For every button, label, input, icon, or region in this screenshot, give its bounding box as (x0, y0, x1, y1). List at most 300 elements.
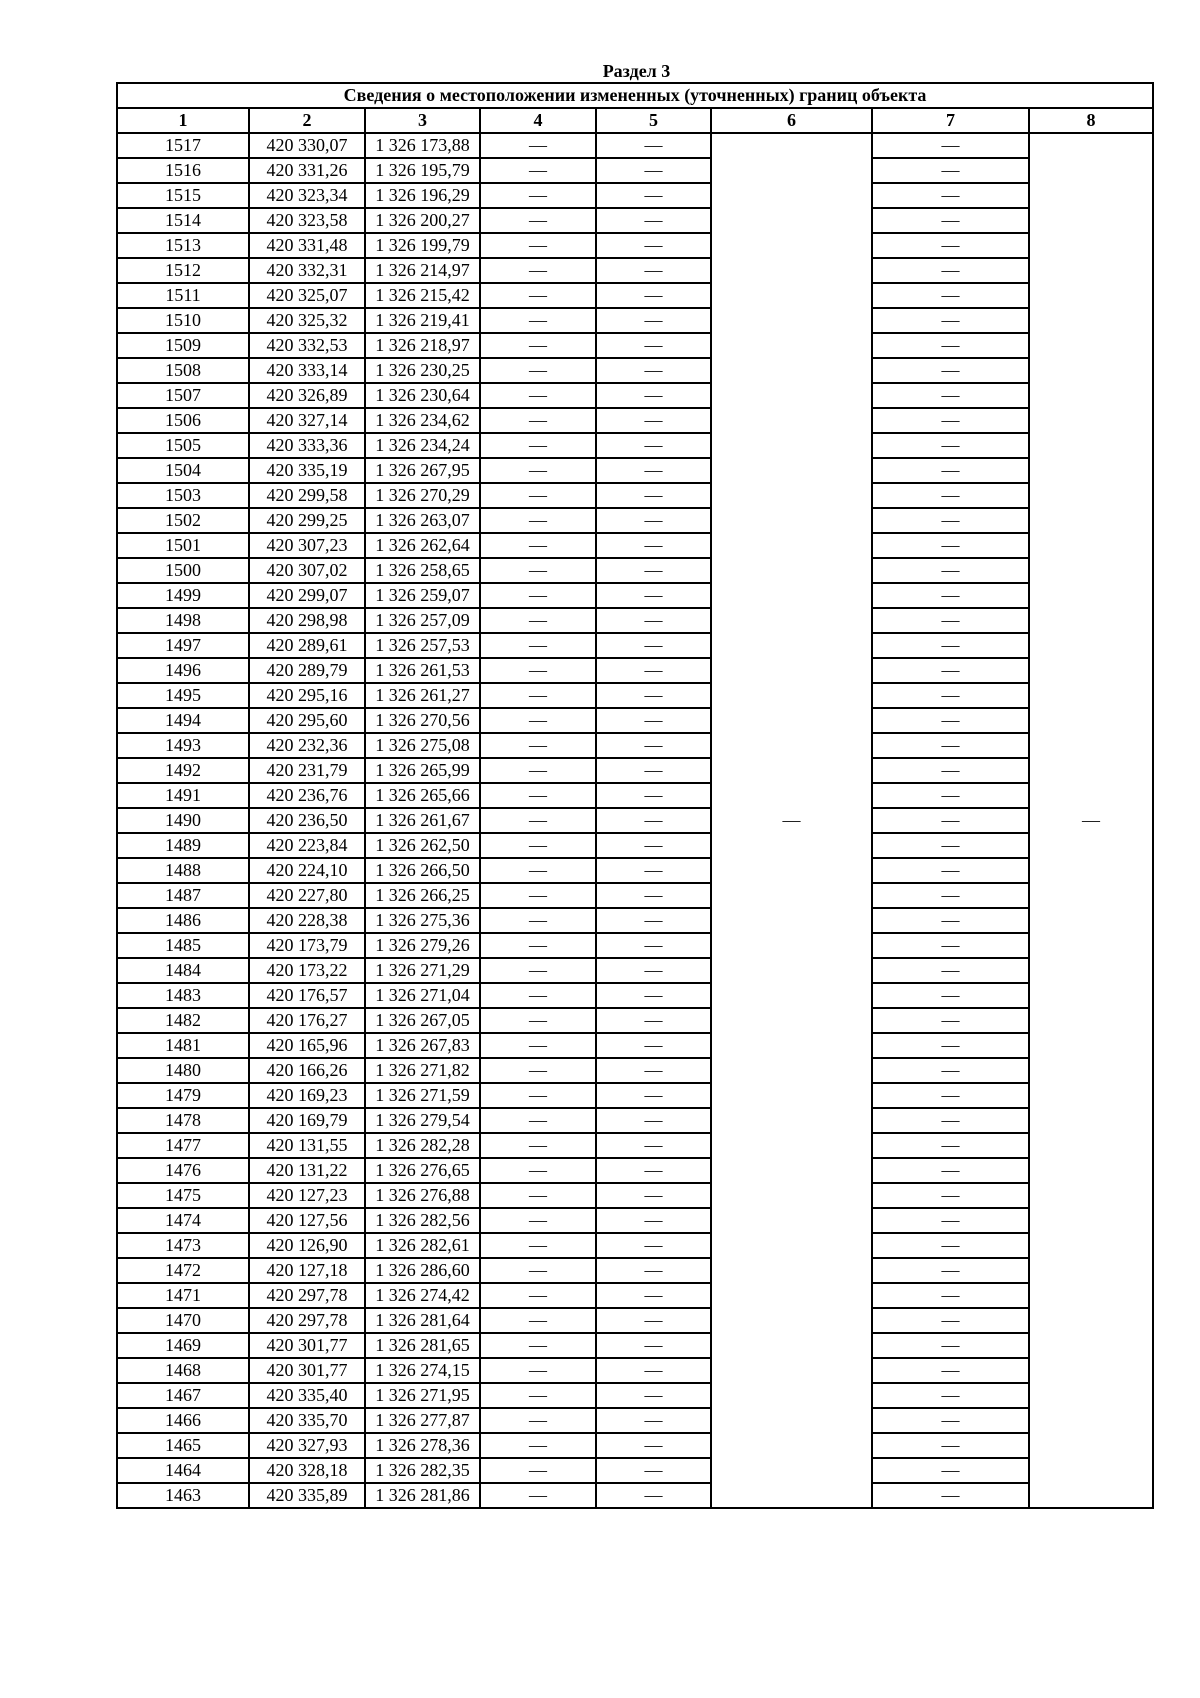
col5-dash-cell: — (596, 408, 711, 433)
col5-dash-cell: — (596, 1408, 711, 1433)
table-row (117, 1483, 1153, 1508)
point-number-cell: 1502 (117, 508, 249, 533)
x-coordinate-cell: 420 227,80 (249, 883, 365, 908)
x-coordinate-cell: 420 326,89 (249, 383, 365, 408)
point-number-cell: 1465 (117, 1433, 249, 1458)
col7-dash-cell: — (872, 633, 1029, 658)
point-number-cell: 1468 (117, 1358, 249, 1383)
col5-dash-cell: — (596, 458, 711, 483)
x-coordinate-cell: 420 333,36 (249, 433, 365, 458)
point-number-cell: 1514 (117, 208, 249, 233)
boundary-coordinates-table (116, 82, 1154, 1509)
x-coordinate-cell: 420 223,84 (249, 833, 365, 858)
table-row (117, 133, 1153, 158)
x-coordinate-cell: 420 331,26 (249, 158, 365, 183)
x-coordinate-cell: 420 299,25 (249, 508, 365, 533)
col5-dash-cell: — (596, 333, 711, 358)
point-number-cell: 1467 (117, 1383, 249, 1408)
col4-dash-cell: — (480, 1308, 596, 1333)
point-number-cell: 1510 (117, 308, 249, 333)
col4-dash-cell: — (480, 1008, 596, 1033)
col7-dash-cell: — (872, 908, 1029, 933)
point-number-cell: 1501 (117, 533, 249, 558)
table-row (117, 483, 1153, 508)
col5-dash-cell: — (596, 158, 711, 183)
col7-dash-cell: — (872, 1308, 1029, 1333)
point-number-cell: 1490 (117, 808, 249, 833)
y-coordinate-cell: 1 326 257,53 (365, 633, 480, 658)
col7-dash-cell: — (872, 1133, 1029, 1158)
point-number-cell: 1515 (117, 183, 249, 208)
point-number-cell: 1481 (117, 1033, 249, 1058)
table-row (117, 1208, 1153, 1233)
table-row (117, 433, 1153, 458)
table-row (117, 1008, 1153, 1033)
col5-dash-cell: — (596, 683, 711, 708)
col5-dash-cell: — (596, 1008, 711, 1033)
x-coordinate-cell: 420 328,18 (249, 1458, 365, 1483)
column-number-3: 3 (365, 108, 480, 133)
col7-dash-cell: — (872, 158, 1029, 183)
table-row (117, 808, 1153, 833)
table-row (117, 958, 1153, 983)
col4-dash-cell: — (480, 983, 596, 1008)
point-number-cell: 1475 (117, 1183, 249, 1208)
point-number-cell: 1511 (117, 283, 249, 308)
table-row (117, 1183, 1153, 1208)
point-number-cell: 1491 (117, 783, 249, 808)
y-coordinate-cell: 1 326 270,29 (365, 483, 480, 508)
x-coordinate-cell: 420 169,23 (249, 1083, 365, 1108)
col4-dash-cell: — (480, 683, 596, 708)
col5-dash-cell: — (596, 1033, 711, 1058)
col5-dash-cell: — (596, 983, 711, 1008)
table-row (117, 1133, 1153, 1158)
column-number-row (117, 108, 1153, 133)
col5-dash-cell: — (596, 283, 711, 308)
col4-dash-cell: — (480, 1233, 596, 1258)
table-row (117, 1408, 1153, 1433)
col4-dash-cell: — (480, 1208, 596, 1233)
point-number-cell: 1480 (117, 1058, 249, 1083)
col4-dash-cell: — (480, 433, 596, 458)
y-coordinate-cell: 1 326 274,42 (365, 1283, 480, 1308)
x-coordinate-cell: 420 289,61 (249, 633, 365, 658)
y-coordinate-cell: 1 326 275,36 (365, 908, 480, 933)
col4-dash-cell: — (480, 158, 596, 183)
point-number-cell: 1488 (117, 858, 249, 883)
x-coordinate-cell: 420 299,58 (249, 483, 365, 508)
point-number-cell: 1498 (117, 608, 249, 633)
col4-dash-cell: — (480, 583, 596, 608)
col4-dash-cell: — (480, 608, 596, 633)
col5-dash-cell: — (596, 358, 711, 383)
x-coordinate-cell: 420 297,78 (249, 1283, 365, 1308)
y-coordinate-cell: 1 326 266,25 (365, 883, 480, 908)
col7-dash-cell: — (872, 983, 1029, 1008)
x-coordinate-cell: 420 236,50 (249, 808, 365, 833)
table-row (117, 533, 1153, 558)
col7-dash-cell: — (872, 458, 1029, 483)
col4-dash-cell: — (480, 658, 596, 683)
col7-dash-cell: — (872, 1283, 1029, 1308)
col4-dash-cell: — (480, 908, 596, 933)
table-row (117, 558, 1153, 583)
col4-dash-cell: — (480, 1458, 596, 1483)
table-row (117, 333, 1153, 358)
col7-dash-cell: — (872, 683, 1029, 708)
table-row (117, 158, 1153, 183)
table-row (117, 733, 1153, 758)
col7-dash-cell: — (872, 1183, 1029, 1208)
point-number-cell: 1483 (117, 983, 249, 1008)
col4-dash-cell: — (480, 733, 596, 758)
col5-dash-cell: — (596, 208, 711, 233)
col5-dash-cell: — (596, 1258, 711, 1283)
y-coordinate-cell: 1 326 282,28 (365, 1133, 480, 1158)
y-coordinate-cell: 1 326 281,64 (365, 1308, 480, 1333)
table-row (117, 608, 1153, 633)
table-row (117, 1433, 1153, 1458)
col7-dash-cell: — (872, 1333, 1029, 1358)
x-coordinate-cell: 420 325,07 (249, 283, 365, 308)
col4-dash-cell: — (480, 183, 596, 208)
col7-dash-cell: — (872, 933, 1029, 958)
col5-dash-cell: — (596, 1058, 711, 1083)
y-coordinate-cell: 1 326 218,97 (365, 333, 480, 358)
col7-dash-cell: — (872, 1258, 1029, 1283)
y-coordinate-cell: 1 326 199,79 (365, 233, 480, 258)
point-number-cell: 1508 (117, 358, 249, 383)
table-row (117, 1108, 1153, 1133)
table-row (117, 658, 1153, 683)
y-coordinate-cell: 1 326 215,42 (365, 283, 480, 308)
column-number-8: 8 (1029, 108, 1153, 133)
col7-dash-cell: — (872, 1083, 1029, 1108)
col7-dash-cell: — (872, 758, 1029, 783)
x-coordinate-cell: 420 289,79 (249, 658, 365, 683)
y-coordinate-cell: 1 326 271,59 (365, 1083, 480, 1108)
y-coordinate-cell: 1 326 276,88 (365, 1183, 480, 1208)
col4-dash-cell: — (480, 1333, 596, 1358)
x-coordinate-cell: 420 323,58 (249, 208, 365, 233)
point-number-cell: 1469 (117, 1333, 249, 1358)
col7-dash-cell: — (872, 358, 1029, 383)
col4-dash-cell: — (480, 633, 596, 658)
x-coordinate-cell: 420 325,32 (249, 308, 365, 333)
col7-dash-cell: — (872, 433, 1029, 458)
col5-dash-cell: — (596, 658, 711, 683)
col7-dash-cell: — (872, 258, 1029, 283)
col4-dash-cell: — (480, 1483, 596, 1508)
col4-dash-cell: — (480, 1133, 596, 1158)
col7-dash-cell: — (872, 708, 1029, 733)
y-coordinate-cell: 1 326 258,65 (365, 558, 480, 583)
column-number-6: 6 (711, 108, 872, 133)
col7-dash-cell: — (872, 1033, 1029, 1058)
col7-dash-cell: — (872, 1108, 1029, 1133)
table-row (117, 833, 1153, 858)
point-number-cell: 1470 (117, 1308, 249, 1333)
col4-dash-cell: — (480, 258, 596, 283)
x-coordinate-cell: 420 131,22 (249, 1158, 365, 1183)
col5-dash-cell: — (596, 1333, 711, 1358)
point-number-cell: 1499 (117, 583, 249, 608)
col4-dash-cell: — (480, 1083, 596, 1108)
y-coordinate-cell: 1 326 261,27 (365, 683, 480, 708)
y-coordinate-cell: 1 326 271,95 (365, 1383, 480, 1408)
x-coordinate-cell: 420 176,27 (249, 1008, 365, 1033)
table-row (117, 1383, 1153, 1408)
col4-dash-cell: — (480, 708, 596, 733)
col4-dash-cell: — (480, 358, 596, 383)
y-coordinate-cell: 1 326 259,07 (365, 583, 480, 608)
col4-dash-cell: — (480, 958, 596, 983)
table-row (117, 1258, 1153, 1283)
y-coordinate-cell: 1 326 282,35 (365, 1458, 480, 1483)
table-row (117, 233, 1153, 258)
x-coordinate-cell: 420 307,23 (249, 533, 365, 558)
col5-dash-cell: — (596, 1158, 711, 1183)
col5-dash-cell: — (596, 1133, 711, 1158)
col5-dash-cell: — (596, 733, 711, 758)
col5-dash-cell: — (596, 508, 711, 533)
col5-dash-cell: — (596, 1233, 711, 1258)
x-coordinate-cell: 420 131,55 (249, 1133, 365, 1158)
y-coordinate-cell: 1 326 271,04 (365, 983, 480, 1008)
table-row (117, 1308, 1153, 1333)
col7-dash-cell: — (872, 1208, 1029, 1233)
col4-dash-cell: — (480, 758, 596, 783)
column-number-4: 4 (480, 108, 596, 133)
x-coordinate-cell: 420 335,70 (249, 1408, 365, 1433)
col7-dash-cell: — (872, 1058, 1029, 1083)
col4-dash-cell: — (480, 833, 596, 858)
y-coordinate-cell: 1 326 265,99 (365, 758, 480, 783)
col5-dash-cell: — (596, 1083, 711, 1108)
col5-dash-cell: — (596, 1458, 711, 1483)
col7-dash-cell: — (872, 183, 1029, 208)
col7-dash-cell: — (872, 283, 1029, 308)
x-coordinate-cell: 420 176,57 (249, 983, 365, 1008)
col4-dash-cell: — (480, 483, 596, 508)
col4-dash-cell: — (480, 233, 596, 258)
x-coordinate-cell: 420 297,78 (249, 1308, 365, 1333)
col5-dash-cell: — (596, 1208, 711, 1233)
x-coordinate-cell: 420 327,93 (249, 1433, 365, 1458)
point-number-cell: 1472 (117, 1258, 249, 1283)
y-coordinate-cell: 1 326 263,07 (365, 508, 480, 533)
y-coordinate-cell: 1 326 214,97 (365, 258, 480, 283)
x-coordinate-cell: 420 335,89 (249, 1483, 365, 1508)
point-number-cell: 1512 (117, 258, 249, 283)
col7-dash-cell: — (872, 733, 1029, 758)
y-coordinate-cell: 1 326 173,88 (365, 133, 480, 158)
x-coordinate-cell: 420 301,77 (249, 1358, 365, 1383)
point-number-cell: 1487 (117, 883, 249, 908)
col5-dash-cell: — (596, 783, 711, 808)
x-coordinate-cell: 420 295,60 (249, 708, 365, 733)
table-row (117, 708, 1153, 733)
col6-merged-dash-cell: — (711, 133, 872, 1508)
table-row (117, 458, 1153, 483)
col5-dash-cell: — (596, 308, 711, 333)
table-row (117, 358, 1153, 383)
y-coordinate-cell: 1 326 266,50 (365, 858, 480, 883)
table-caption: Сведения о местоположении измененных (уточненных) границ объекта (117, 83, 1153, 108)
col5-dash-cell: — (596, 1483, 711, 1508)
col5-dash-cell: — (596, 833, 711, 858)
col7-dash-cell: — (872, 958, 1029, 983)
table-row (117, 633, 1153, 658)
point-number-cell: 1473 (117, 1233, 249, 1258)
point-number-cell: 1503 (117, 483, 249, 508)
col5-dash-cell: — (596, 1433, 711, 1458)
col4-dash-cell: — (480, 1258, 596, 1283)
y-coordinate-cell: 1 326 257,09 (365, 608, 480, 633)
y-coordinate-cell: 1 326 271,29 (365, 958, 480, 983)
x-coordinate-cell: 420 333,14 (249, 358, 365, 383)
x-coordinate-cell: 420 232,36 (249, 733, 365, 758)
col7-dash-cell: — (872, 833, 1029, 858)
point-number-cell: 1482 (117, 1008, 249, 1033)
x-coordinate-cell: 420 165,96 (249, 1033, 365, 1058)
x-coordinate-cell: 420 166,26 (249, 1058, 365, 1083)
table-row (117, 408, 1153, 433)
col4-dash-cell: — (480, 558, 596, 583)
col5-dash-cell: — (596, 608, 711, 633)
y-coordinate-cell: 1 326 261,67 (365, 808, 480, 833)
col7-dash-cell: — (872, 608, 1029, 633)
point-number-cell: 1484 (117, 958, 249, 983)
col5-dash-cell: — (596, 958, 711, 983)
column-number-2: 2 (249, 108, 365, 133)
y-coordinate-cell: 1 326 219,41 (365, 308, 480, 333)
col4-dash-cell: — (480, 133, 596, 158)
y-coordinate-cell: 1 326 274,15 (365, 1358, 480, 1383)
col4-dash-cell: — (480, 283, 596, 308)
x-coordinate-cell: 420 295,16 (249, 683, 365, 708)
col4-dash-cell: — (480, 533, 596, 558)
table-row (117, 508, 1153, 533)
x-coordinate-cell: 420 332,53 (249, 333, 365, 358)
col4-dash-cell: — (480, 1283, 596, 1308)
col7-dash-cell: — (872, 583, 1029, 608)
col5-dash-cell: — (596, 183, 711, 208)
x-coordinate-cell: 420 231,79 (249, 758, 365, 783)
col5-dash-cell: — (596, 933, 711, 958)
col5-dash-cell: — (596, 633, 711, 658)
col4-dash-cell: — (480, 783, 596, 808)
y-coordinate-cell: 1 326 276,65 (365, 1158, 480, 1183)
col7-dash-cell: — (872, 533, 1029, 558)
table-row (117, 308, 1153, 333)
y-coordinate-cell: 1 326 234,24 (365, 433, 480, 458)
y-coordinate-cell: 1 326 230,25 (365, 358, 480, 383)
table-caption-row (117, 83, 1153, 108)
col5-dash-cell: — (596, 433, 711, 458)
col5-dash-cell: — (596, 758, 711, 783)
y-coordinate-cell: 1 326 279,54 (365, 1108, 480, 1133)
x-coordinate-cell: 420 327,14 (249, 408, 365, 433)
col7-dash-cell: — (872, 1433, 1029, 1458)
col7-dash-cell: — (872, 808, 1029, 833)
y-coordinate-cell: 1 326 262,50 (365, 833, 480, 858)
col7-dash-cell: — (872, 208, 1029, 233)
col7-dash-cell: — (872, 858, 1029, 883)
col4-dash-cell: — (480, 933, 596, 958)
x-coordinate-cell: 420 335,19 (249, 458, 365, 483)
point-number-cell: 1517 (117, 133, 249, 158)
x-coordinate-cell: 420 323,34 (249, 183, 365, 208)
table-row (117, 1233, 1153, 1258)
x-coordinate-cell: 420 299,07 (249, 583, 365, 608)
col7-dash-cell: — (872, 1408, 1029, 1433)
table-row (117, 783, 1153, 808)
y-coordinate-cell: 1 326 267,05 (365, 1008, 480, 1033)
x-coordinate-cell: 420 127,18 (249, 1258, 365, 1283)
table-row (117, 858, 1153, 883)
col7-dash-cell: — (872, 508, 1029, 533)
y-coordinate-cell: 1 326 261,53 (365, 658, 480, 683)
table-row (117, 883, 1153, 908)
table-row (117, 1058, 1153, 1083)
col5-dash-cell: — (596, 583, 711, 608)
y-coordinate-cell: 1 326 267,83 (365, 1033, 480, 1058)
point-number-cell: 1516 (117, 158, 249, 183)
point-number-cell: 1500 (117, 558, 249, 583)
table-body (117, 133, 1153, 1508)
table-row (117, 1358, 1153, 1383)
x-coordinate-cell: 420 298,98 (249, 608, 365, 633)
point-number-cell: 1476 (117, 1158, 249, 1183)
table-row (117, 683, 1153, 708)
x-coordinate-cell: 420 307,02 (249, 558, 365, 583)
table-row (117, 908, 1153, 933)
y-coordinate-cell: 1 326 265,66 (365, 783, 480, 808)
table-row (117, 383, 1153, 408)
col4-dash-cell: — (480, 1158, 596, 1183)
point-number-cell: 1509 (117, 333, 249, 358)
col4-dash-cell: — (480, 1183, 596, 1208)
y-coordinate-cell: 1 326 270,56 (365, 708, 480, 733)
col4-dash-cell: — (480, 458, 596, 483)
table-row (117, 1283, 1153, 1308)
col5-dash-cell: — (596, 808, 711, 833)
y-coordinate-cell: 1 326 278,36 (365, 1433, 480, 1458)
table-row (117, 1083, 1153, 1108)
point-number-cell: 1463 (117, 1483, 249, 1508)
y-coordinate-cell: 1 326 282,56 (365, 1208, 480, 1233)
col5-dash-cell: — (596, 858, 711, 883)
point-number-cell: 1466 (117, 1408, 249, 1433)
y-coordinate-cell: 1 326 200,27 (365, 208, 480, 233)
table-row (117, 983, 1153, 1008)
x-coordinate-cell: 420 169,79 (249, 1108, 365, 1133)
x-coordinate-cell: 420 331,48 (249, 233, 365, 258)
column-number-1: 1 (117, 108, 249, 133)
y-coordinate-cell: 1 326 271,82 (365, 1058, 480, 1083)
point-number-cell: 1493 (117, 733, 249, 758)
point-number-cell: 1477 (117, 1133, 249, 1158)
col7-dash-cell: — (872, 1483, 1029, 1508)
x-coordinate-cell: 420 301,77 (249, 1333, 365, 1358)
table-row (117, 1333, 1153, 1358)
y-coordinate-cell: 1 326 196,29 (365, 183, 480, 208)
col7-dash-cell: — (872, 1458, 1029, 1483)
point-number-cell: 1507 (117, 383, 249, 408)
col5-dash-cell: — (596, 1108, 711, 1133)
